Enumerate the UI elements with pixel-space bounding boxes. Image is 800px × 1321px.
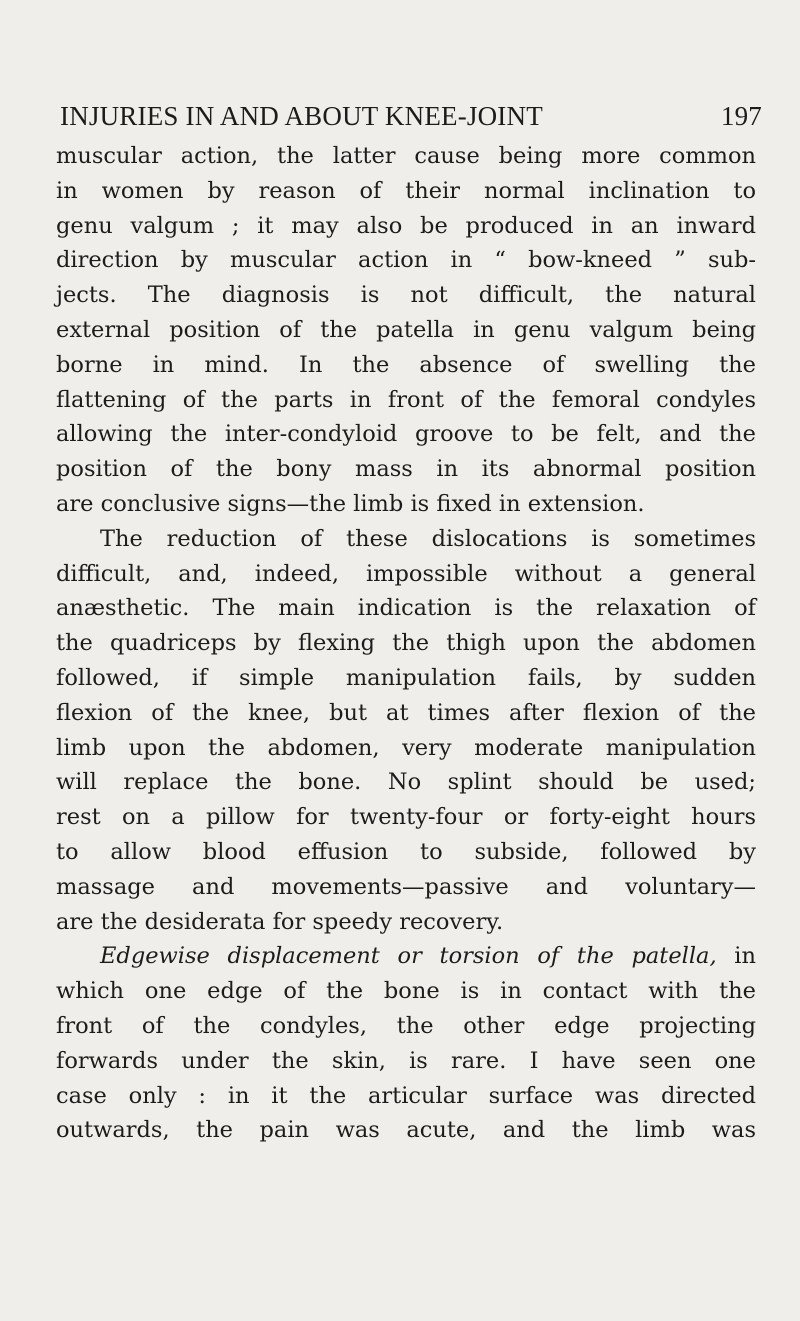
text-line: anæsthetic. The main indication is the relaxation of [56,595,756,622]
text-line: rest on a pillow for twenty-four or forty-eight hours [56,804,756,831]
text-line: genu valgum ; it may also be produced in an inward [56,212,756,239]
text-line-rest: in [716,943,756,970]
text-line: outwards, the pain was acute, and the limb was [56,1117,756,1144]
text-line: in women by reason of their normal inclination to [56,177,756,204]
text-line: are conclusive signs—the limb is fixed in extension. [56,490,645,517]
text-line: position of the bony mass in its abnormal position [56,456,756,483]
text-line: The reduction of these dislocations is sometimes [100,525,756,552]
text-line: allowing the inter-condyloid groove to be felt, and the [56,421,756,448]
text-line: jects. The diagnosis is not difficult, the natural [56,282,756,309]
body-text [56,139,756,1148]
text-line: massage and movements—passive and voluntary— [56,873,756,900]
text-line-edgewise [56,939,756,974]
text-line: followed, if simple manipulation fails, by sudden [56,664,756,691]
text-line: case only : in it the articular surface was directed [56,1082,756,1109]
text-line: are the desiderata for speedy recovery. [56,908,504,935]
text-line: the quadriceps by flexing the thigh upon the abdomen [56,630,756,657]
text-line: which one edge of the bone is in contact with the [56,978,756,1005]
text-line: external position of the patella in genu valgum being [56,316,756,343]
text-line: difficult, and, indeed, impossible without a general [56,560,756,587]
text-line: muscular action, the latter cause being more common [56,143,756,169]
text-line: flattening of the parts in front of the femoral condyles [56,386,756,413]
text-line: borne in mind. In the absence of swelling the [56,351,756,378]
running-head-title: INJURIES IN AND ABOUT KNEE-JOINT [60,101,543,131]
running-head [60,96,762,136]
italic-heading: Edgewise displacement or torsion of the patella, [100,943,717,970]
text-line: flexion of the knee, but at times after flexion of the [56,699,756,726]
text-line: to allow blood effusion to subside, followed by [56,838,756,865]
text-line: will replace the bone. No splint should be used; [56,769,756,796]
text-line: direction by muscular action in “ bow-kneed ” sub- [56,247,756,274]
text-line: front of the condyles, the other edge projecting [56,1012,756,1039]
text-line: limb upon the abdomen, very moderate manipulation [56,734,756,761]
text-line: forwards under the skin, is rare. I have seen one [56,1047,756,1074]
page-number: 197 [720,101,762,131]
